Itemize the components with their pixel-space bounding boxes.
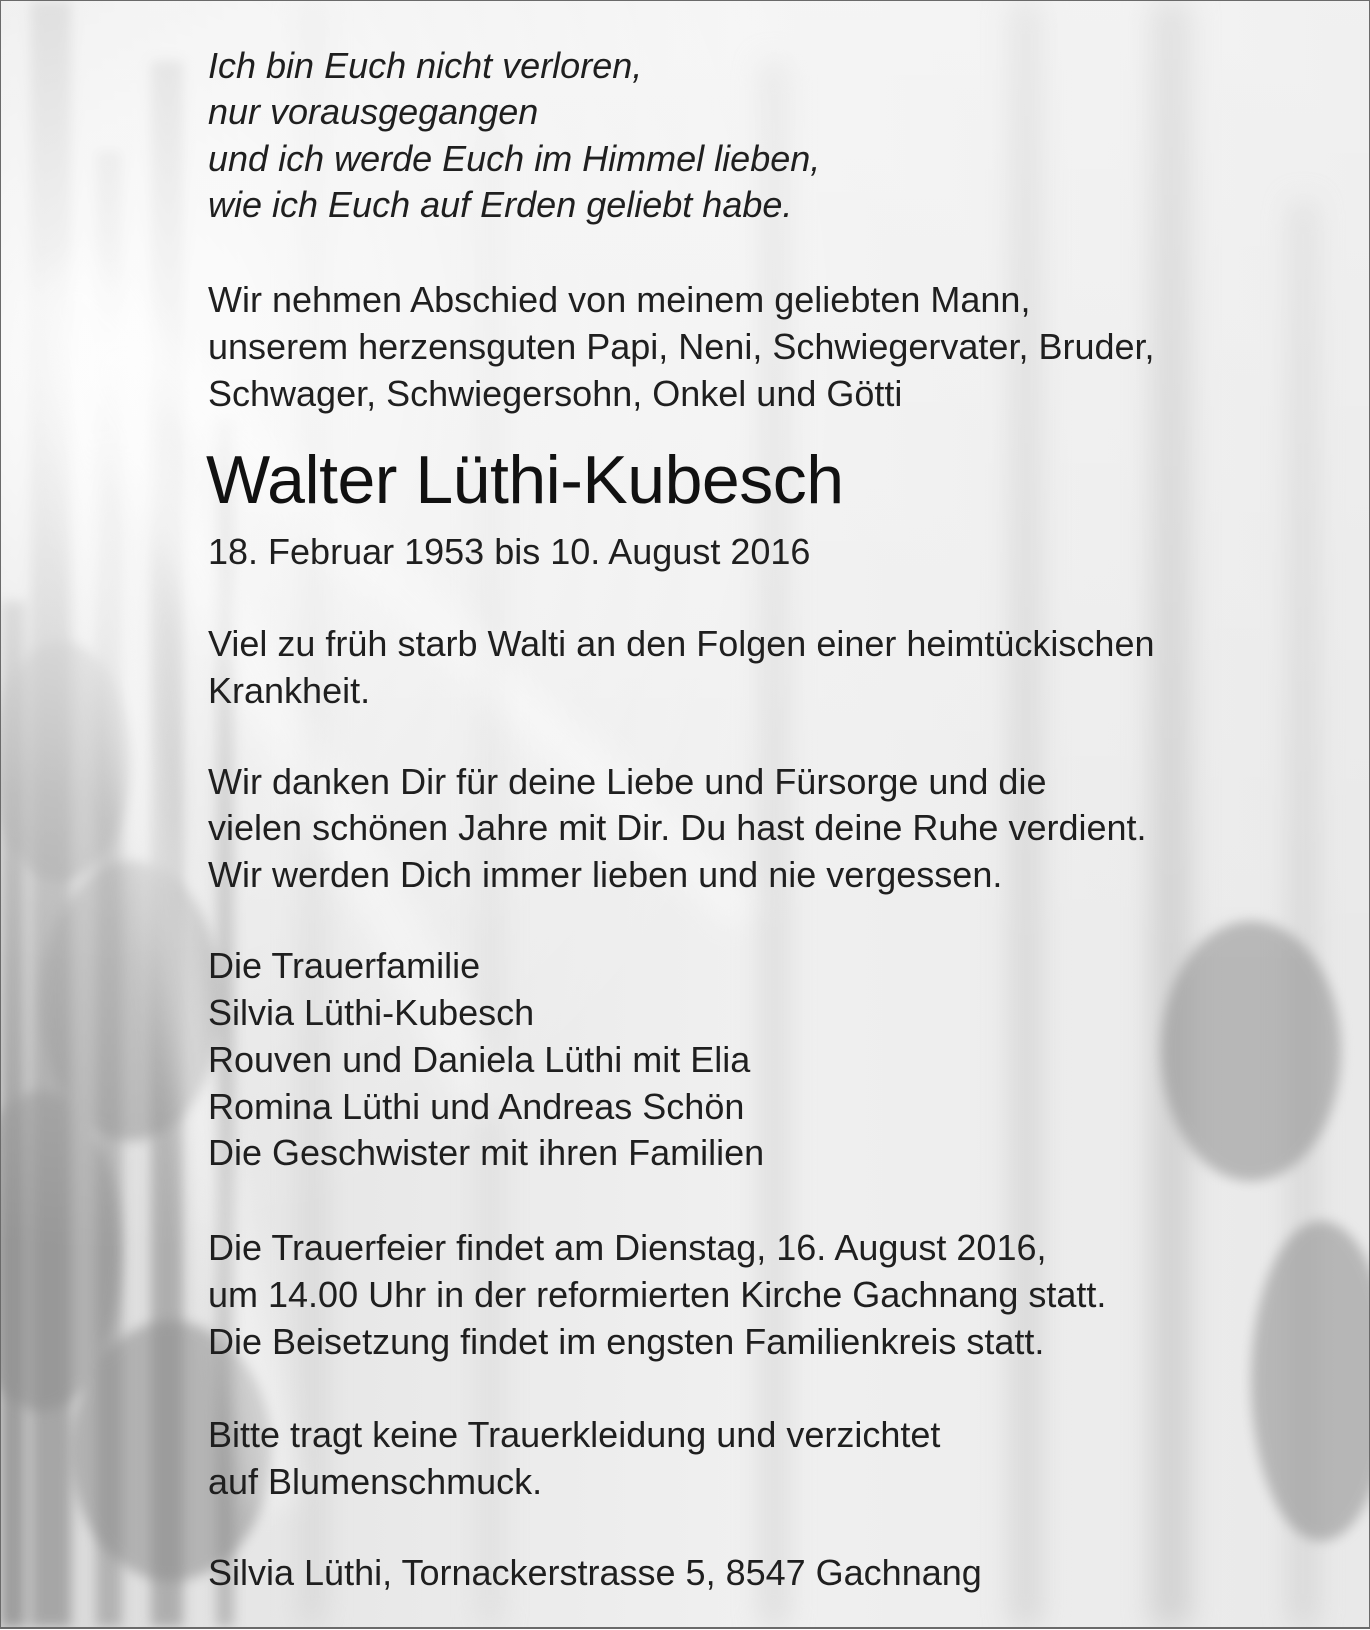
family-line: Die Trauerfamilie [208,945,481,986]
contact-address: Silvia Lüthi, Tornackerstrasse 5, 8547 Gachnang [208,1552,982,1593]
family-line: Romina Lüthi und Andreas Schön [208,1086,745,1127]
thanks-line: vielen schönen Jahre mit Dir. Du hast deine Ruhe verdient. [208,807,1147,848]
life-dates: 18. Februar 1953 bis 10. August 2016 [208,531,811,572]
ceremony-line: Die Beisetzung findet im engsten Familienkreis statt. [208,1321,1045,1362]
ceremony-line: Die Trauerfeier findet am Dienstag, 16. August 2016, [208,1227,1047,1268]
request-line: Bitte tragt keine Trauerkleidung und verzichtet [208,1414,941,1455]
deceased-name: Walter Lüthi-Kubesch [206,442,844,518]
intro-line: Wir nehmen Abschied von meinem geliebten Mann, [208,279,1031,320]
ceremony-line: um 14.00 Uhr in der reformierten Kirche Gachnang statt. [208,1274,1107,1315]
motto-line: Ich bin Euch nicht verloren, [208,45,643,86]
cause-line: Viel zu früh starb Walti an den Folgen einer heimtückischen [208,623,1155,664]
intro-line: Schwager, Schwiegersohn, Onkel und Götti [208,373,903,414]
thanks-line: Wir danken Dir für deine Liebe und Fürsorge und die [208,761,1047,802]
motto-line: wie ich Euch auf Erden geliebt habe. [208,184,793,225]
family-line: Silvia Lüthi-Kubesch [208,992,535,1033]
motto-line: nur vorausgegangen [208,91,539,132]
family-line: Rouven und Daniela Lüthi mit Elia [208,1039,751,1080]
cause-line: Krankheit. [208,670,371,711]
request-line: auf Blumenschmuck. [208,1461,543,1502]
intro-line: unserem herzensguten Papi, Neni, Schwiegervater, Bruder, [208,326,1155,367]
thanks-line: Wir werden Dich immer lieben und nie vergessen. [208,854,1003,895]
family-line: Die Geschwister mit ihren Familien [208,1132,765,1173]
motto-line: und ich werde Euch im Himmel lieben, [208,138,821,179]
